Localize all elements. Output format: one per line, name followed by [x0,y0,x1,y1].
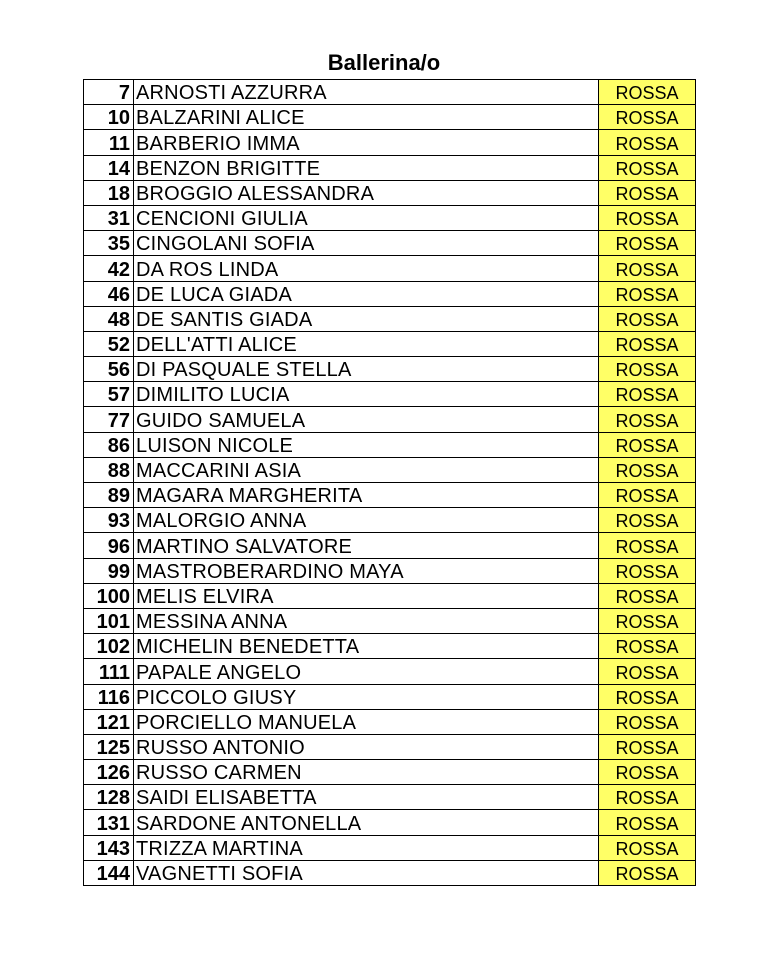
participant-number: 125 [84,734,134,759]
team-label: ROSSA [599,80,696,105]
participant-name: DI PASQUALE STELLA [134,357,599,382]
team-label: ROSSA [599,483,696,508]
participant-name: DE SANTIS GIADA [134,306,599,331]
participant-number: 116 [84,684,134,709]
team-label: ROSSA [599,231,696,256]
team-label: ROSSA [599,785,696,810]
participant-number: 18 [84,180,134,205]
participant-name: MAGARA MARGHERITA [134,483,599,508]
participant-name: PAPALE ANGELO [134,659,599,684]
table-row [84,785,696,810]
table-row [84,80,696,105]
team-label: ROSSA [599,457,696,482]
table-row [84,205,696,230]
team-label: ROSSA [599,130,696,155]
participant-number: 46 [84,281,134,306]
participant-name: RUSSO CARMEN [134,760,599,785]
table-row [84,659,696,684]
participant-name: BENZON BRIGITTE [134,155,599,180]
participant-name: ARNOSTI AZZURRA [134,80,599,105]
participant-name: PICCOLO GIUSY [134,684,599,709]
participant-number: 56 [84,357,134,382]
table-row [84,533,696,558]
table-row [84,860,696,885]
table-row [84,634,696,659]
team-label: ROSSA [599,105,696,130]
participant-name: GUIDO SAMUELA [134,407,599,432]
participant-name: DELL'ATTI ALICE [134,331,599,356]
table-row [84,357,696,382]
table-row [84,583,696,608]
participant-name: MESSINA ANNA [134,608,599,633]
participant-name: MELIS ELVIRA [134,583,599,608]
participant-number: 35 [84,231,134,256]
team-label: ROSSA [599,734,696,759]
team-label: ROSSA [599,155,696,180]
team-label: ROSSA [599,860,696,885]
participant-number: 57 [84,382,134,407]
team-label: ROSSA [599,835,696,860]
table-row [84,457,696,482]
participant-number: 52 [84,331,134,356]
table-row [84,180,696,205]
team-label: ROSSA [599,306,696,331]
table-row [84,155,696,180]
participant-name: SAIDI ELISABETTA [134,785,599,810]
roster-body [84,80,696,886]
table-row [84,432,696,457]
table-row [84,483,696,508]
table-row [84,608,696,633]
team-label: ROSSA [599,810,696,835]
participant-number: 128 [84,785,134,810]
team-label: ROSSA [599,659,696,684]
team-label: ROSSA [599,760,696,785]
participant-name: TRIZZA MARTINA [134,835,599,860]
participant-number: 77 [84,407,134,432]
team-label: ROSSA [599,407,696,432]
table-row [84,709,696,734]
table-row [84,306,696,331]
team-label: ROSSA [599,608,696,633]
table-row [84,231,696,256]
participant-number: 111 [84,659,134,684]
participant-number: 42 [84,256,134,281]
participant-number: 10 [84,105,134,130]
table-row [84,281,696,306]
team-label: ROSSA [599,357,696,382]
participant-number: 48 [84,306,134,331]
team-label: ROSSA [599,634,696,659]
team-label: ROSSA [599,583,696,608]
participant-name: MASTROBERARDINO MAYA [134,558,599,583]
team-label: ROSSA [599,432,696,457]
participant-number: 144 [84,860,134,885]
participant-name: DIMILITO LUCIA [134,382,599,407]
participant-name: BROGGIO ALESSANDRA [134,180,599,205]
participant-number: 93 [84,508,134,533]
team-label: ROSSA [599,382,696,407]
participant-name: DE LUCA GIADA [134,281,599,306]
team-label: ROSSA [599,331,696,356]
participant-number: 143 [84,835,134,860]
participant-number: 99 [84,558,134,583]
participant-name: MICHELIN BENEDETTA [134,634,599,659]
table-row [84,684,696,709]
table-row [84,331,696,356]
participant-name: SARDONE ANTONELLA [134,810,599,835]
participant-number: 131 [84,810,134,835]
team-label: ROSSA [599,256,696,281]
participant-name: LUISON NICOLE [134,432,599,457]
table-row [84,256,696,281]
team-label: ROSSA [599,709,696,734]
participant-name: MALORGIO ANNA [134,508,599,533]
participant-number: 14 [84,155,134,180]
participant-name: BARBERIO IMMA [134,130,599,155]
participant-number: 89 [84,483,134,508]
table-row [84,558,696,583]
table-row [84,760,696,785]
participant-number: 7 [84,80,134,105]
team-label: ROSSA [599,533,696,558]
team-label: ROSSA [599,508,696,533]
participant-name: MARTINO SALVATORE [134,533,599,558]
table-row [84,105,696,130]
participant-number: 86 [84,432,134,457]
participant-name: RUSSO ANTONIO [134,734,599,759]
participant-number: 96 [84,533,134,558]
participant-number: 126 [84,760,134,785]
participant-name: PORCIELLO MANUELA [134,709,599,734]
participant-number: 101 [84,608,134,633]
participant-name: MACCARINI ASIA [134,457,599,482]
table-row [84,734,696,759]
team-label: ROSSA [599,205,696,230]
team-label: ROSSA [599,684,696,709]
participant-number: 102 [84,634,134,659]
participant-name: BALZARINI ALICE [134,105,599,130]
table-row [84,130,696,155]
table-row [84,407,696,432]
table-row [84,382,696,407]
team-label: ROSSA [599,180,696,205]
participant-number: 11 [84,130,134,155]
participant-number: 100 [84,583,134,608]
participant-name: CINGOLANI SOFIA [134,231,599,256]
participant-number: 121 [84,709,134,734]
participant-number: 31 [84,205,134,230]
participant-name: CENCIONI GIULIA [134,205,599,230]
participant-number: 88 [84,457,134,482]
table-row [84,508,696,533]
page-title: Ballerina/o [327,50,441,75]
table-row [84,835,696,860]
team-label: ROSSA [599,558,696,583]
roster-table [83,79,696,886]
participant-name: DA ROS LINDA [134,256,599,281]
table-row [84,810,696,835]
team-label: ROSSA [599,281,696,306]
participant-name: VAGNETTI SOFIA [134,860,599,885]
